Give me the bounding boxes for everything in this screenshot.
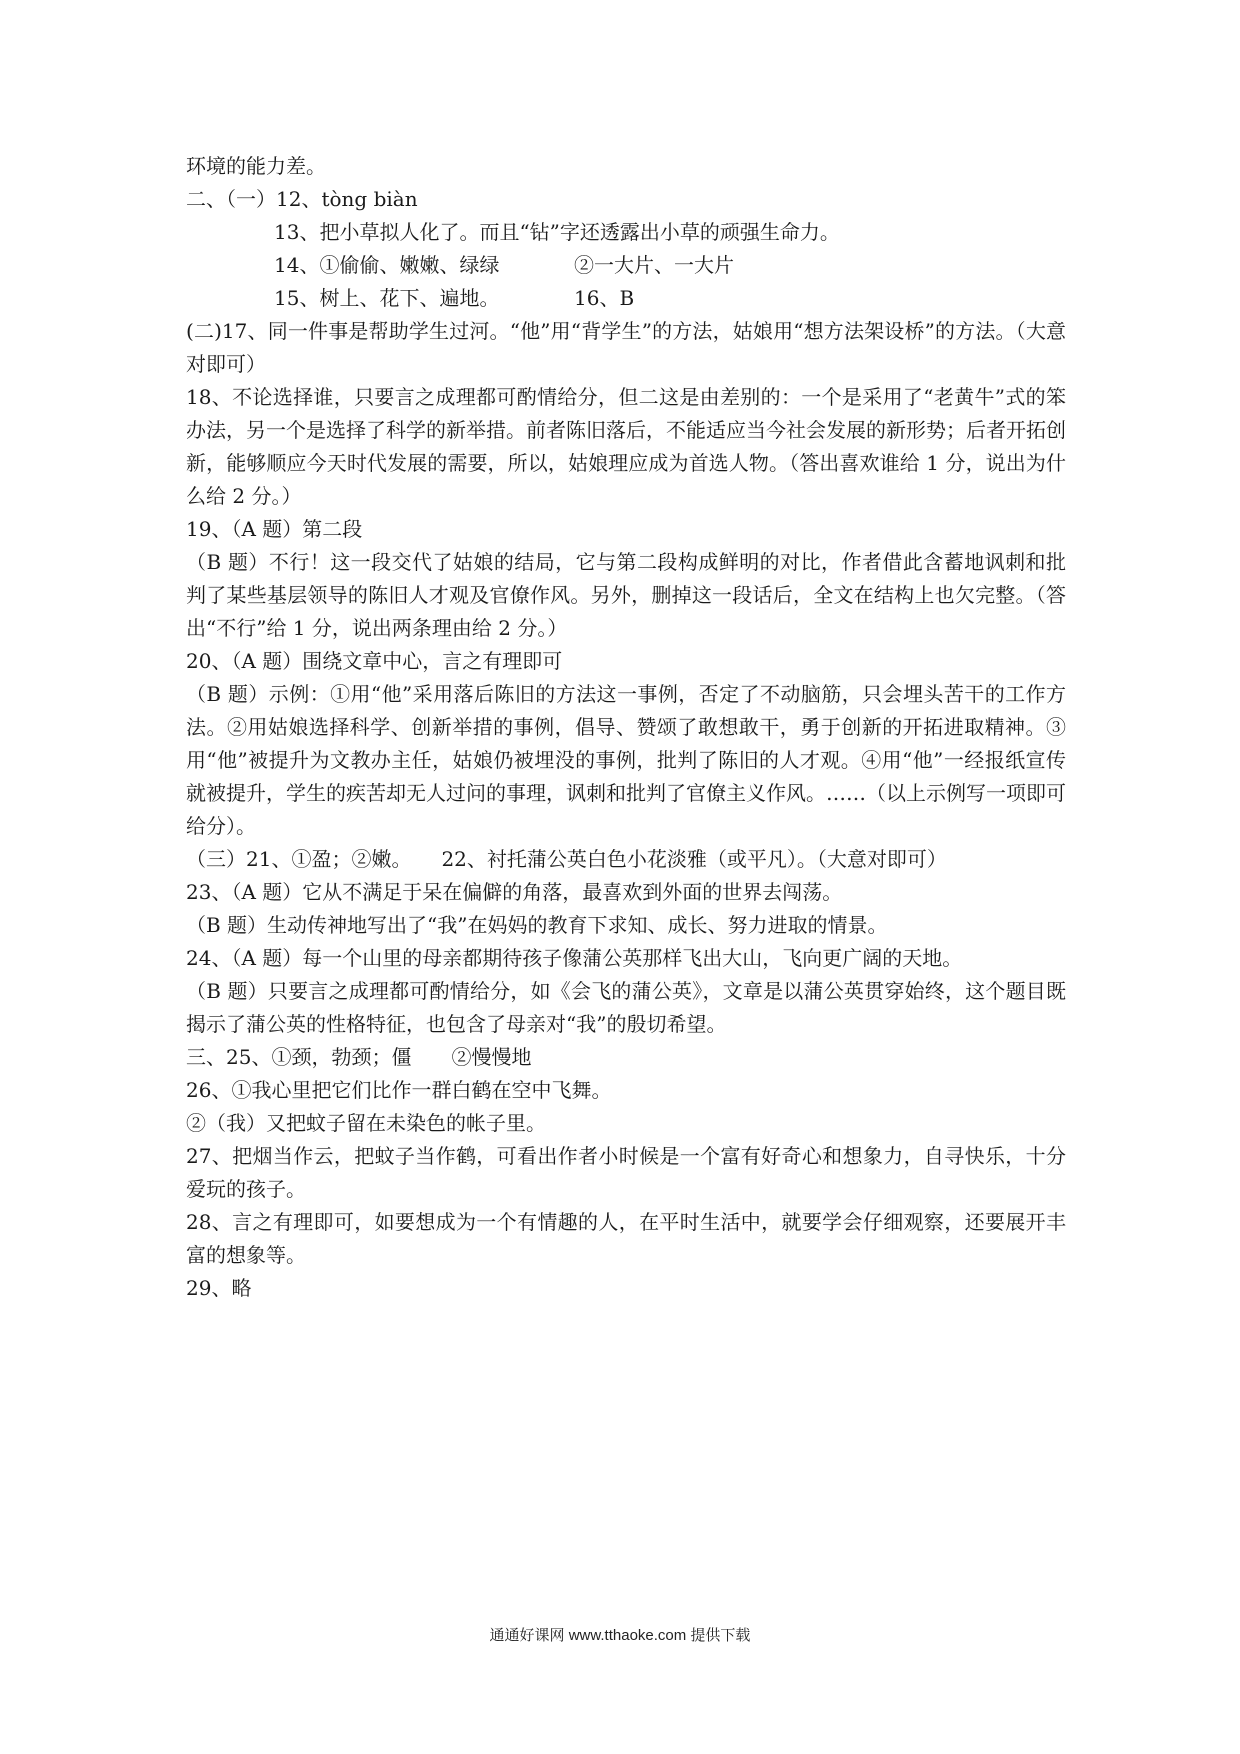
answer-26b: ②（我）又把蚊子留在未染色的帐子里。 xyxy=(186,1111,546,1135)
answer-28: 28、言之有理即可，如要想成为一个有情趣的人，在平时生活中，就要学会仔细观察，还要展开丰富的想象等。 xyxy=(186,1210,1066,1267)
answer-15: 15、树上、花下、遍地。 xyxy=(274,286,500,310)
text-line: 二、（一）12、tòng biàn xyxy=(186,187,418,211)
answer-row xyxy=(186,282,1066,315)
answer-23b: （B 题）生动传神地写出了“我”在妈妈的教育下求知、成长、努力进取的情景。 xyxy=(186,913,888,937)
page-footer: 通通好课网 www.tthaoke.com 提供下载 xyxy=(489,1627,751,1644)
answer-26a: 26、①我心里把它们比作一群白鹤在空中飞舞。 xyxy=(186,1078,612,1102)
answer-27: 27、把烟当作云，把蚊子当作鹤，可看出作者小时候是一个富有好奇心和想象力，自寻快乐，十分爱玩的孩子。 xyxy=(186,1144,1066,1201)
text-line: 13、把小草拟人化了。而且“钻”字还透露出小草的顽强生命力。 xyxy=(274,220,840,244)
answer-24a: 24、（A 题）每一个山里的母亲都期待孩子像蒲公英那样飞出大山，飞向更广阔的天地。 xyxy=(186,946,963,970)
text-line: 环境的能力差。 xyxy=(186,154,326,178)
answer-29: 29、略 xyxy=(186,1276,252,1300)
answer-17: (二)17、同一件事是帮助学生过河。“他”用“背学生”的方法，姑娘用“想方法架设桥”的方法。（大意对即可） xyxy=(186,319,1066,376)
answer-20a: 20、（A 题）围绕文章中心，言之有理即可 xyxy=(186,649,563,673)
answer-24b: （B 题）只要言之成理都可酌情给分，如《会飞的蒲公英》，文章是以蒲公英贯穿始终，这个题目既揭示了蒲公英的性格特征，也包含了母亲对“我”的殷切希望。 xyxy=(186,979,1066,1036)
answer-21-22: （三）21、①盈；②嫩。 22、衬托蒲公英白色小花淡雅（或平凡）。（大意对即可） xyxy=(186,847,947,871)
answer-16: 16、B xyxy=(574,286,635,310)
answer-19b: （B 题）不行！这一段交代了姑娘的结局，它与第二段构成鲜明的对比，作者借此含蓄地讽刺和批判了某些基层领导的陈旧人才观及官僚作风。另外，删掉这一段话后，全文在结构上也欠完整。（答出“不行”给 1 分，说出两条理由给 2 分。） xyxy=(186,550,1066,640)
answer-19a: 19、（A 题）第二段 xyxy=(186,517,363,541)
answer-14-part1: 14、①偷偷、嫩嫩、绿绿 xyxy=(274,253,500,277)
answer-14-part2: ②一大片、一大片 xyxy=(574,253,734,277)
answer-row xyxy=(186,249,1066,282)
answer-20b: （B 题）示例：①用“他”采用落后陈旧的方法这一事例，否定了不动脑筋，只会埋头苦干的工作方法。②用姑娘选择科学、创新举措的事例，倡导、赞颂了敢想敢干，勇于创新的开拓进取精神。③用“他”被提升为文教办主任，姑娘仍被埋没的事例，批判了陈旧的人才观。④用“他”一经报纸宣传就被提升，学生的疾苦却无人过问的事理，讽刺和批判了官僚主义作风。……（以上示例写一项即可给分）。 xyxy=(186,682,1066,838)
answer-23a: 23、（A 题）它从不满足于呆在偏僻的角落，最喜欢到外面的世界去闯荡。 xyxy=(186,880,843,904)
answer-18: 18、不论选择谁，只要言之成理都可酌情给分，但二这是由差别的：一个是采用了“老黄牛”式的笨办法，另一个是选择了科学的新举措。前者陈旧落后，不能适应当今社会发展的新形势；后者开拓创新，能够顺应今天时代发展的需要，所以，姑娘理应成为首选人物。（答出喜欢谁给 1 分，说出为什么给 2 分。） xyxy=(186,385,1066,508)
answer-key-body xyxy=(186,150,1066,1305)
answer-25: 三、25、①颈，勃颈；僵 ②慢慢地 xyxy=(186,1045,532,1069)
